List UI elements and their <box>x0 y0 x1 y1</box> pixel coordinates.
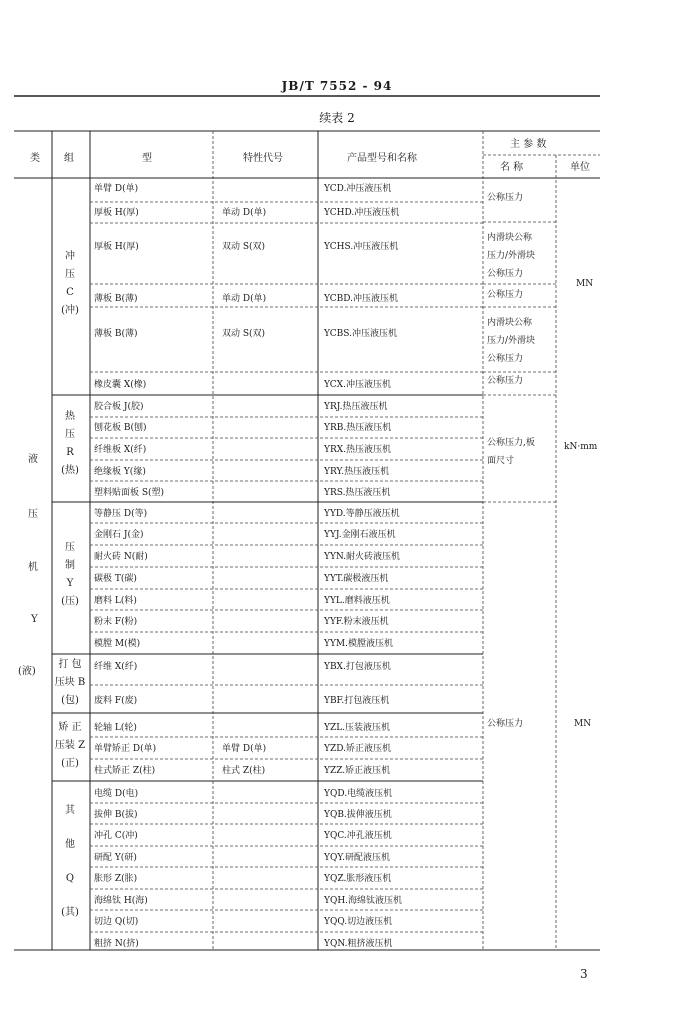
param-line: 公称压力 <box>487 354 524 364</box>
row-product: YBF.打包液压机 <box>324 696 390 706</box>
param-line: 面尺寸 <box>487 456 515 466</box>
row-type: 磨料 L(料) <box>94 596 137 606</box>
group-line: Y <box>66 578 74 589</box>
row-type: 废料 F(废) <box>94 696 138 706</box>
row-product: YQD.电缆液压机 <box>324 789 393 799</box>
group-line: 其 <box>65 805 75 816</box>
group-line: (包) <box>61 695 79 706</box>
param-line: 公称压力,板 <box>487 438 535 448</box>
param-name-multi <box>487 229 535 283</box>
row-product: YYM.模膛液压机 <box>324 639 393 649</box>
row-product: YRJ.热压液压机 <box>324 402 388 412</box>
group-line: (其) <box>61 907 79 918</box>
group-zheng <box>50 723 90 777</box>
row-type: 冲孔 C(冲) <box>94 831 138 841</box>
group-line: 压 <box>65 269 75 280</box>
row-type: 单臂矫正 D(单) <box>94 744 157 754</box>
table-caption: 续表 2 <box>319 111 355 125</box>
group-line: 热 <box>65 411 75 422</box>
row-type: 碳极 T(碳) <box>94 574 137 584</box>
header-group: 组 <box>64 153 74 164</box>
param-unit: kN·mm <box>564 442 598 452</box>
group-line: (压) <box>61 596 79 607</box>
row-feature: 双动 S(双) <box>222 329 266 339</box>
row-product: YQB.拔伸液压机 <box>324 810 392 820</box>
header-param-name: 名 称 <box>500 162 524 173</box>
row-product: YYL.磨料液压机 <box>324 596 390 606</box>
row-product: YYN.耐火砖液压机 <box>324 552 401 562</box>
header-feature-code: 特性代号 <box>243 153 283 164</box>
row-type: 刨花板 B(刨) <box>94 423 147 433</box>
param-name: 公称压力 <box>487 719 524 729</box>
row-product: YRS.热压液压机 <box>324 488 391 498</box>
header-type: 型 <box>142 153 152 164</box>
group-qi <box>52 806 88 942</box>
param-name-multi <box>487 314 535 368</box>
header-main-param: 主 参 数 <box>510 139 547 150</box>
group-line: 打 包 <box>58 659 82 670</box>
row-product: YQN.粗挤液压机 <box>324 939 393 949</box>
row-type: 柱式矫正 Z(柱) <box>94 766 156 776</box>
group-line: 压 <box>65 429 75 440</box>
row-product: YCBD.冲压液压机 <box>324 294 399 304</box>
page-number: 3 <box>580 967 588 981</box>
row-type: 电缆 D(电) <box>94 789 139 799</box>
row-type: 切边 Q(切) <box>94 917 139 927</box>
category-char: Y <box>31 614 38 625</box>
param-name: 公称压力 <box>487 193 524 203</box>
row-type: 金刚石 J(金) <box>94 530 144 540</box>
row-product: YQQ.切边液压机 <box>324 917 393 927</box>
category-char: 液 <box>28 454 38 465</box>
row-type: 厚板 H(厚) <box>94 242 139 252</box>
row-product: YQZ.胀形液压机 <box>324 874 392 884</box>
group-line: Q <box>65 873 75 884</box>
standard-code: JB/T 7552 - 94 <box>281 79 393 93</box>
category-char: (液) <box>18 666 36 677</box>
param-line: 内滑块公称 <box>487 318 533 328</box>
header-param-unit: 单位 <box>570 162 590 173</box>
group-bao <box>50 660 90 714</box>
row-product: YBX.打包液压机 <box>324 662 391 672</box>
param-unit: MN <box>574 719 592 729</box>
group-line: 他 <box>65 839 75 850</box>
row-type: 塑料贴面板 S(塑) <box>94 488 165 498</box>
row-type: 模膛 M(模) <box>94 639 141 649</box>
param-line: 压力/外滑块 <box>487 251 536 261</box>
param-line: 内滑块公称 <box>487 233 533 243</box>
row-product: YZD.矫正液压机 <box>324 744 391 754</box>
group-re <box>52 412 88 484</box>
group-line: 冲 <box>65 251 75 262</box>
group-line: 压装 Z <box>54 740 86 751</box>
row-product: YRB.热压液压机 <box>324 423 392 433</box>
row-product: YRX.热压液压机 <box>324 445 391 455</box>
row-type: 拔伸 B(拔) <box>94 810 138 820</box>
row-feature: 单动 D(单) <box>222 208 267 218</box>
row-type: 轮轴 L(轮) <box>94 723 137 733</box>
row-product: YCBS.冲压液压机 <box>324 329 397 339</box>
row-type: 胶合板 J(胶) <box>94 402 144 412</box>
row-type: 粗挤 N(挤) <box>94 939 139 949</box>
param-name: 公称压力 <box>487 290 524 300</box>
row-product: YCHD.冲压液压机 <box>324 208 400 218</box>
row-product: YZL.压装液压机 <box>324 723 391 733</box>
group-line: 压块 B <box>54 677 86 688</box>
row-product: YYD.等静压液压机 <box>324 509 400 519</box>
row-feature: 单动 D(单) <box>222 294 267 304</box>
row-type: 研配 Y(研) <box>94 853 137 863</box>
row-type: 绝缘板 Y(缘) <box>94 467 146 477</box>
row-type: 海绵钛 H(海) <box>94 896 148 906</box>
row-feature: 柱式 Z(柱) <box>222 766 266 776</box>
param-line: 公称压力 <box>487 269 524 279</box>
group-line: (正) <box>61 758 79 769</box>
row-feature: 双动 S(双) <box>222 242 266 252</box>
row-product: YQC.冲孔液压机 <box>324 831 392 841</box>
group-line: (热) <box>61 465 79 476</box>
header-product-name: 产品型号和名称 <box>347 153 417 164</box>
row-type: 单臂 D(单) <box>94 184 139 194</box>
row-product: YRY.热压液压机 <box>324 467 390 477</box>
row-type: 薄板 B(薄) <box>94 294 138 304</box>
group-chong <box>52 252 88 324</box>
row-type: 胀形 Z(胀) <box>94 874 138 884</box>
row-product: YYT.碳极液压机 <box>324 574 389 584</box>
row-product: YZZ.矫正液压机 <box>324 766 391 776</box>
row-product: YYF.粉末液压机 <box>324 617 389 627</box>
param-unit: MN <box>576 279 594 289</box>
param-name-multi <box>487 434 535 470</box>
group-line: (冲) <box>61 305 79 316</box>
group-line: R <box>66 447 74 458</box>
row-product: YQY.研配液压机 <box>324 853 390 863</box>
row-type: 纤维 X(纤) <box>94 662 138 672</box>
row-product: YQH.海绵钛液压机 <box>324 896 403 906</box>
group-ya <box>52 543 88 615</box>
row-type: 厚板 H(厚) <box>94 208 139 218</box>
group-line: 矫 正 <box>58 722 82 733</box>
row-feature: 单臂 D(单) <box>222 744 267 754</box>
row-type: 纤维板 X(纤) <box>94 445 147 455</box>
header-category: 类 <box>30 153 40 164</box>
group-line: C <box>66 287 74 298</box>
category-char: 机 <box>28 562 38 573</box>
row-product: YYJ.金刚石液压机 <box>324 530 396 540</box>
row-type: 粉末 F(粉) <box>94 617 138 627</box>
param-name: 公称压力 <box>487 376 524 386</box>
row-type: 薄板 B(薄) <box>94 329 138 339</box>
row-product: YCX.冲压液压机 <box>324 380 391 390</box>
row-type: 橡皮囊 X(橡) <box>94 380 147 390</box>
param-line: 压力/外滑块 <box>487 336 536 346</box>
group-line: 制 <box>65 560 75 571</box>
row-type: 耐火砖 N(耐) <box>94 552 148 562</box>
row-product: YCHS.冲压液压机 <box>324 242 399 252</box>
category-char: 压 <box>28 509 38 520</box>
row-product: YCD.冲压液压机 <box>324 184 392 194</box>
group-line: 压 <box>65 542 75 553</box>
row-type: 等静压 D(等) <box>94 509 148 519</box>
